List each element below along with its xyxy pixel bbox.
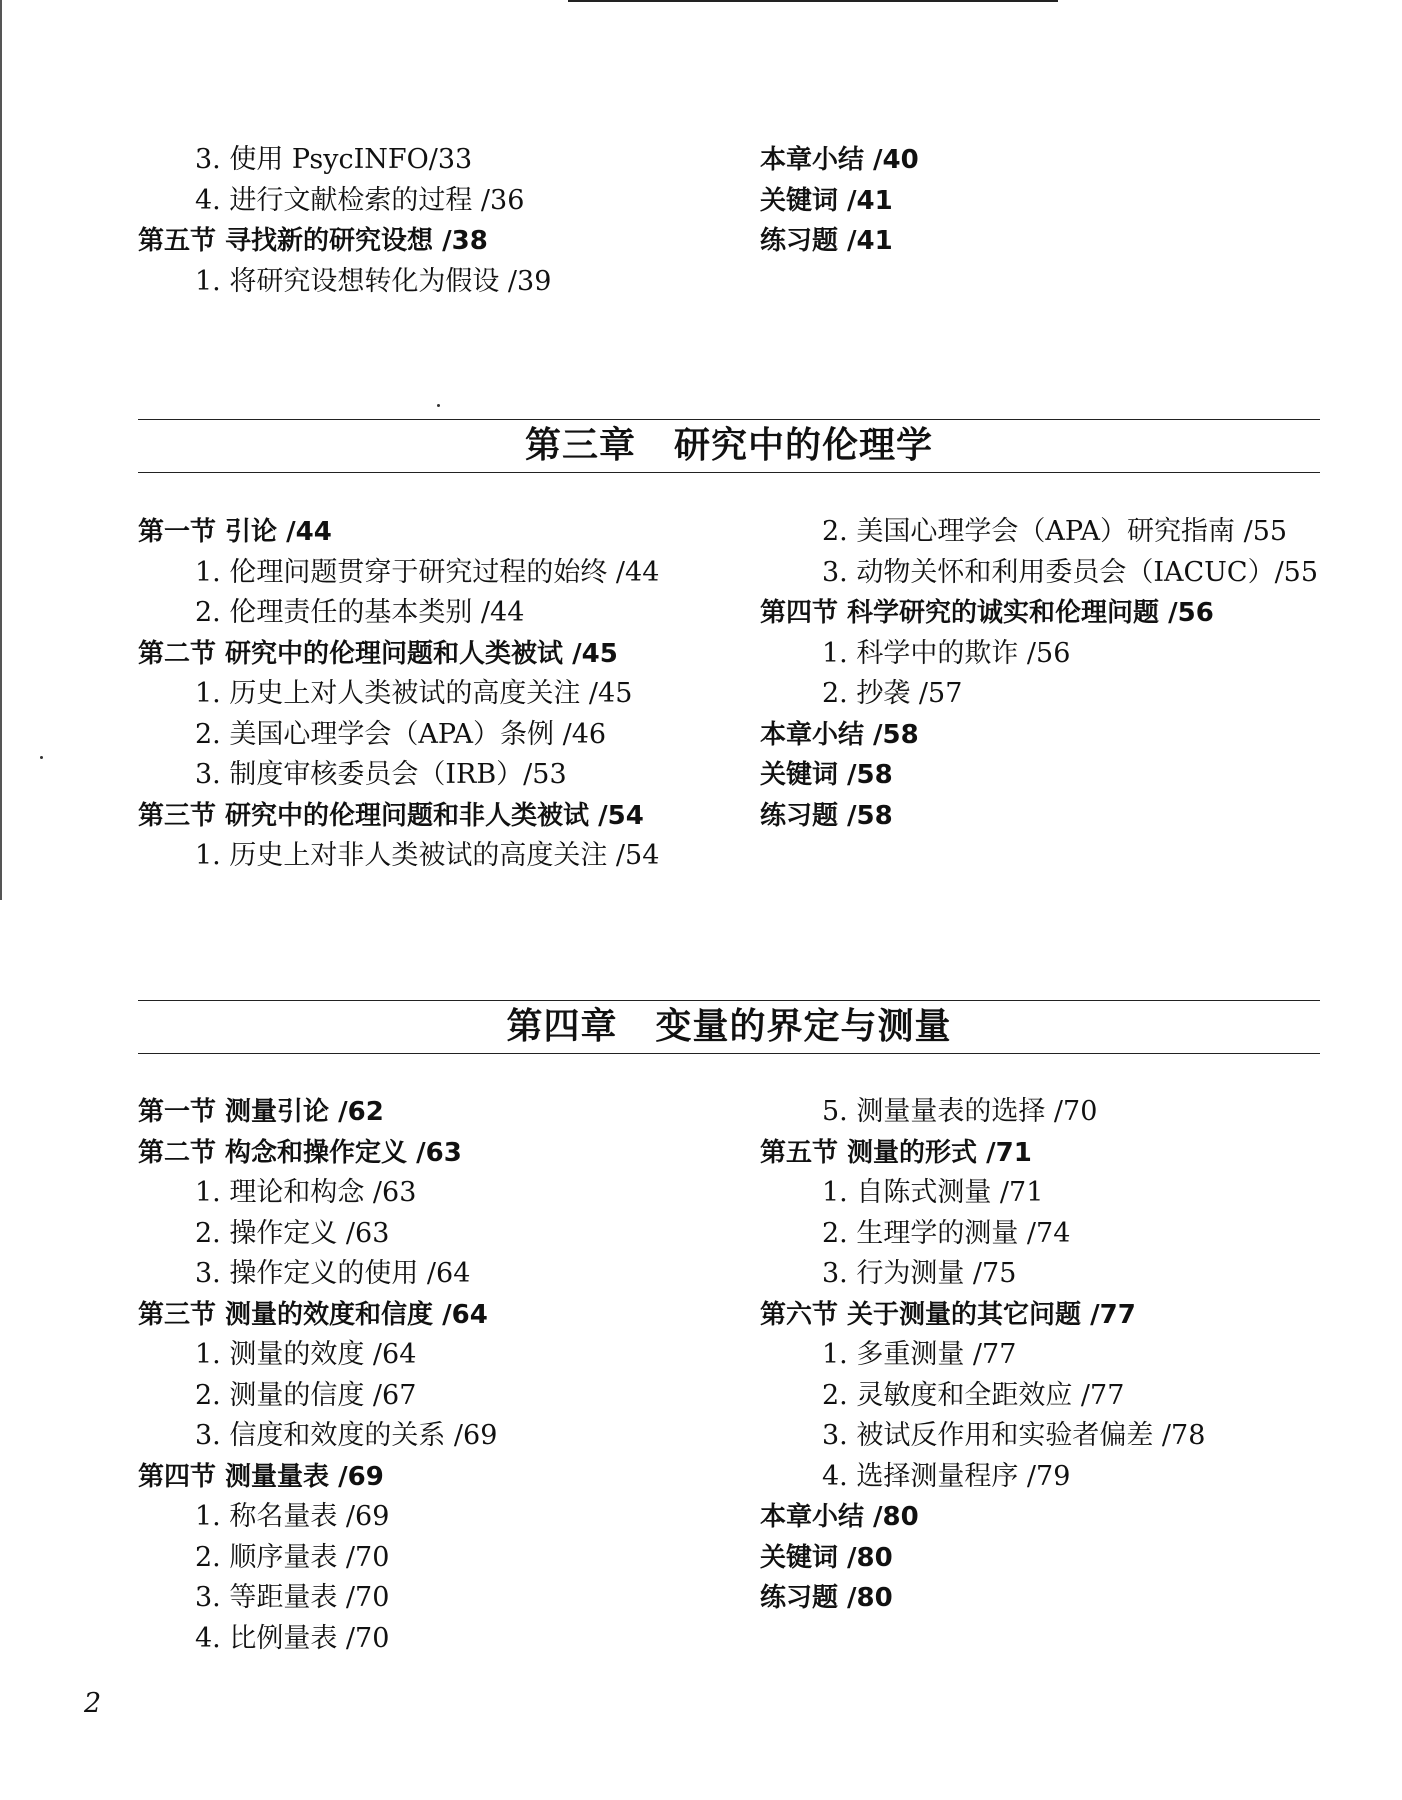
- toc-keywords[interactable]: 关键词 /41: [760, 185, 893, 216]
- toc-summary[interactable]: 本章小结 /80: [760, 1502, 919, 1532]
- chapter-number: 第三章: [524, 425, 636, 466]
- toc-keywords[interactable]: 关键词 /80: [760, 1542, 893, 1573]
- page-number: 2: [84, 1688, 102, 1719]
- toc-section[interactable]: 第三节 研究中的伦理问题和非人类被试 /54: [138, 800, 644, 831]
- toc-exercises[interactable]: 练习题 /80: [760, 1583, 893, 1613]
- toc-entry[interactable]: 2. 测量的信度 /67: [195, 1379, 417, 1411]
- chapter-3-contents: [138, 512, 1320, 877]
- toc-entry[interactable]: 2. 美国心理学会（APA）条例 /46: [195, 718, 607, 750]
- toc-entry[interactable]: 4. 比例量表 /70: [195, 1622, 390, 1654]
- toc-column-right: [760, 1092, 1320, 1659]
- toc-exercises[interactable]: 练习题 /41: [760, 226, 893, 256]
- toc-entry[interactable]: 2. 伦理责任的基本类别 /44: [195, 597, 525, 628]
- toc-entry[interactable]: 2. 抄袭 /57: [822, 678, 963, 709]
- toc-entry[interactable]: 1. 测量的效度 /64: [195, 1339, 417, 1370]
- toc-entry[interactable]: 1. 历史上对非人类被试的高度关注 /54: [195, 840, 660, 871]
- toc-entry[interactable]: 1. 称名量表 /69: [195, 1501, 390, 1532]
- toc-section[interactable]: 第六节 关于测量的其它问题 /77: [760, 1299, 1136, 1330]
- toc-entry[interactable]: 4. 进行文献检索的过程 /36: [195, 184, 525, 216]
- toc-section[interactable]: 第五节 测量的形式 /71: [760, 1137, 1032, 1168]
- toc-section[interactable]: 第一节 引论 /44: [138, 517, 332, 547]
- speck: [437, 404, 440, 407]
- toc-section[interactable]: 第二节 构念和操作定义 /63: [138, 1137, 462, 1168]
- toc-summary[interactable]: 本章小结 /40: [760, 145, 919, 175]
- toc-section[interactable]: 第一节 测量引论 /62: [138, 1097, 384, 1127]
- toc-column-left: [138, 140, 758, 302]
- toc-column-left: [138, 512, 758, 877]
- top-rule: [568, 0, 1058, 2]
- toc-section[interactable]: 第三节 测量的效度和信度 /64: [138, 1299, 488, 1330]
- toc-entry[interactable]: 2. 灵敏度和全距效应 /77: [822, 1379, 1125, 1411]
- toc-entry[interactable]: 1. 伦理问题贯穿于研究过程的始终 /44: [195, 556, 660, 588]
- toc-entry[interactable]: 3. 使用 PsycINFO/33: [195, 144, 473, 175]
- toc-entry[interactable]: 1. 历史上对人类被试的高度关注 /45: [195, 678, 633, 709]
- toc-section[interactable]: 第五节 寻找新的研究设想 /38: [138, 226, 488, 256]
- toc-exercises[interactable]: 练习题 /58: [760, 800, 893, 831]
- toc-column-right: [760, 512, 1320, 877]
- toc-continuation: [138, 140, 1320, 302]
- toc-entry[interactable]: 3. 等距量表 /70: [195, 1582, 390, 1613]
- toc-entry[interactable]: 2. 操作定义 /63: [195, 1217, 390, 1249]
- chapter-name: 研究中的伦理学: [674, 425, 934, 466]
- toc-entry[interactable]: 2. 美国心理学会（APA）研究指南 /55: [822, 516, 1288, 547]
- toc-entry[interactable]: 5. 测量量表的选择 /70: [822, 1096, 1098, 1127]
- toc-entry[interactable]: 3. 动物关怀和利用委员会（IACUC）/55: [822, 556, 1319, 588]
- toc-column-left: [138, 1092, 758, 1659]
- page-edge: [0, 0, 2, 900]
- chapter-number: 第四章: [506, 1006, 618, 1047]
- toc-entry[interactable]: 4. 选择测量程序 /79: [822, 1460, 1071, 1492]
- chapter-4-heading: [138, 1000, 1320, 1054]
- toc-section[interactable]: 第四节 测量量表 /69: [138, 1461, 384, 1492]
- toc-entry[interactable]: 2. 生理学的测量 /74: [822, 1217, 1071, 1249]
- toc-entry[interactable]: 3. 操作定义的使用 /64: [195, 1258, 471, 1289]
- speck: [40, 756, 43, 759]
- chapter-4-contents: [138, 1092, 1320, 1659]
- toc-entry[interactable]: 1. 多重测量 /77: [822, 1339, 1017, 1370]
- chapter-name: 变量的界定与测量: [655, 1006, 952, 1047]
- toc-section[interactable]: 第四节 科学研究的诚实和伦理问题 /56: [760, 598, 1214, 628]
- toc-entry[interactable]: 1. 科学中的欺诈 /56: [822, 637, 1071, 669]
- toc-entry[interactable]: 1. 理论和构念 /63: [195, 1177, 417, 1208]
- toc-keywords[interactable]: 关键词 /58: [760, 760, 893, 790]
- toc-entry[interactable]: 1. 自陈式测量 /71: [822, 1177, 1044, 1208]
- toc-entry[interactable]: 3. 行为测量 /75: [822, 1258, 1017, 1289]
- toc-entry[interactable]: 3. 制度审核委员会（IRB）/53: [195, 759, 567, 790]
- toc-entry[interactable]: 1. 将研究设想转化为假设 /39: [195, 265, 552, 297]
- toc-entry[interactable]: 3. 信度和效度的关系 /69: [195, 1420, 498, 1451]
- chapter-title: [525, 420, 933, 472]
- chapter-title: [506, 1001, 951, 1053]
- toc-entry[interactable]: 2. 顺序量表 /70: [195, 1541, 390, 1573]
- toc-section[interactable]: 第二节 研究中的伦理问题和人类被试 /45: [138, 638, 618, 669]
- toc-entry[interactable]: 3. 被试反作用和实验者偏差 /78: [822, 1420, 1206, 1451]
- chapter-3-heading: [138, 419, 1320, 473]
- toc-column-right: [760, 140, 1320, 302]
- toc-summary[interactable]: 本章小结 /58: [760, 719, 919, 750]
